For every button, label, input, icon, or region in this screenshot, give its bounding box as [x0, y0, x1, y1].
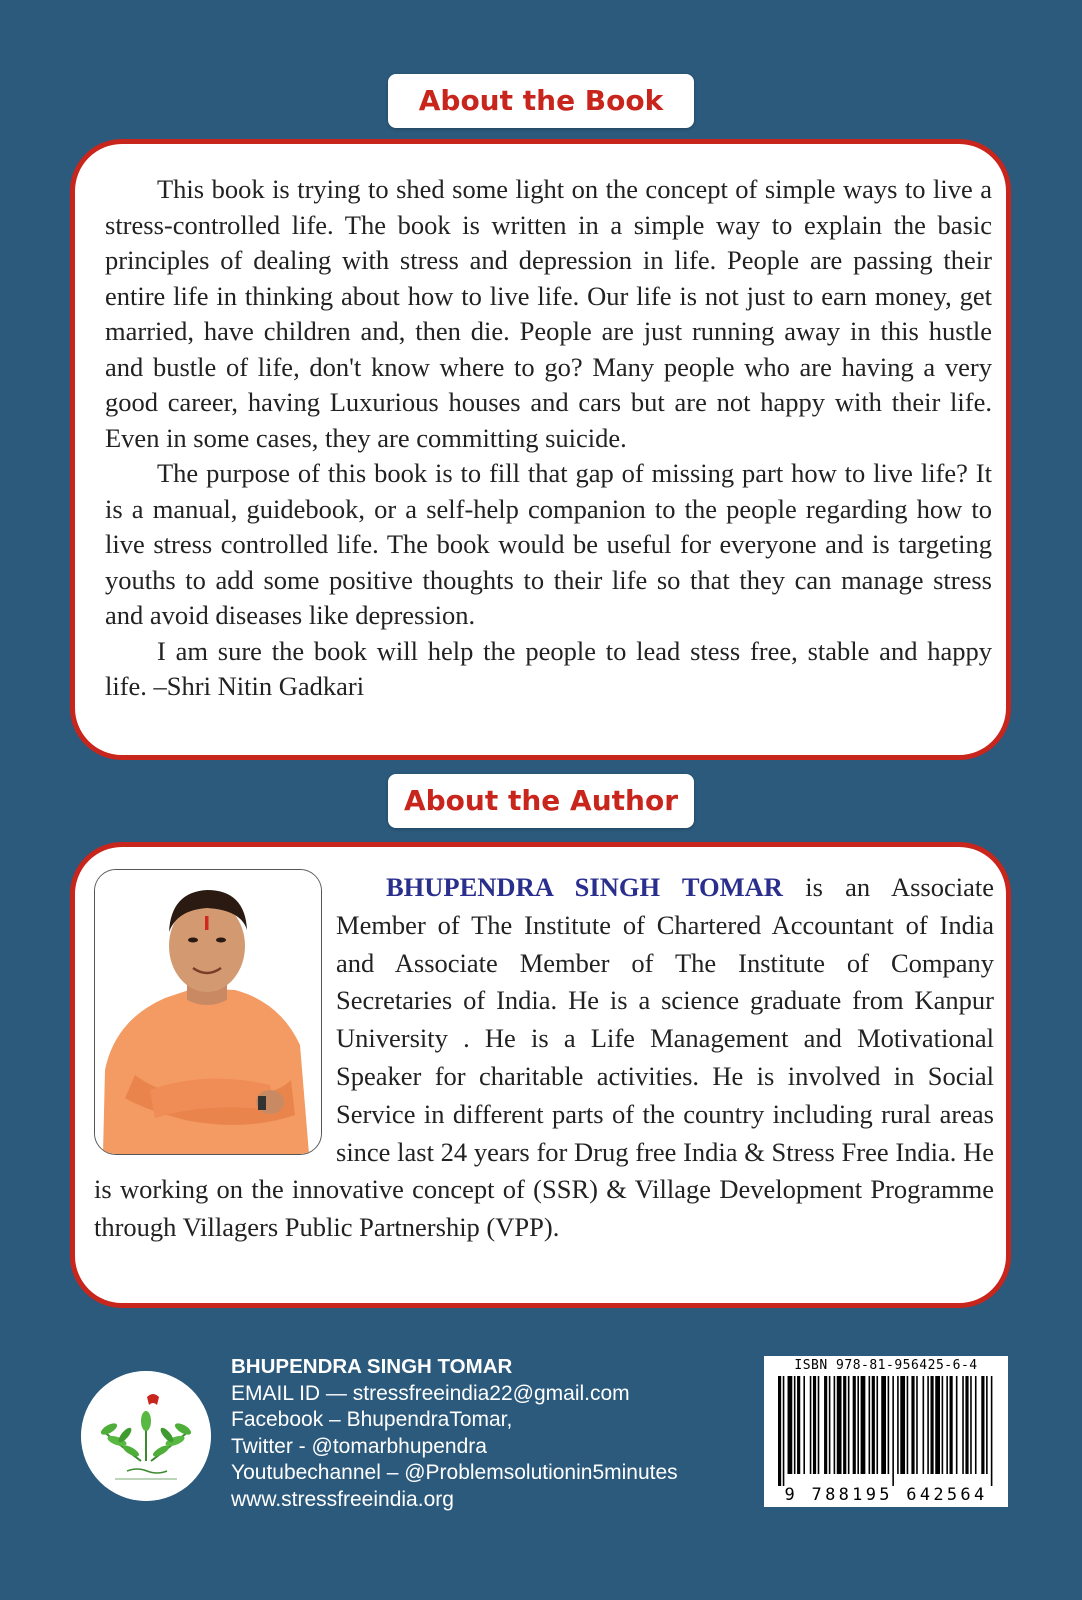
barcode-bar: [797, 1376, 800, 1474]
contact-facebook: Facebook – BhupendraTomar,: [231, 1408, 513, 1431]
barcode-bar: [991, 1376, 993, 1486]
barcode-bar: [803, 1376, 805, 1474]
barcode-bar: [881, 1376, 886, 1474]
book-paragraph-1: This book is trying to shed some light on the concept of simple ways to live a stress-controlled life. The book is written in a simple way to explain the basic principles of dealing with stress and depression in life. People are passing their entire life in thinking about how to live life. Our life is not just to earn money, get married, have children and, then die. People are just running away in this hustle and bustle of life, don't know where to go? Many people who are having a very good career, having Luxurious houses and cars but are not happy with their life. Even in some cases, they are committing suicide.: [105, 174, 992, 453]
barcode-bar: [872, 1376, 875, 1474]
barcode-bar: [794, 1376, 796, 1474]
barcode-bar: [962, 1376, 964, 1474]
barcode-bar: [834, 1376, 836, 1474]
about-book-panel: [70, 139, 1011, 760]
about-book-text: [105, 172, 992, 705]
publisher-logo: [81, 1371, 211, 1501]
isbn-barcode: [764, 1356, 1008, 1507]
barcode-bar: [818, 1376, 820, 1474]
barcode-bar: [923, 1376, 925, 1474]
barcode-bar: [857, 1376, 859, 1474]
barcode-bar: [907, 1376, 909, 1474]
barcode-bar: [888, 1376, 890, 1474]
barcode-bar: [930, 1376, 933, 1474]
barcode-bar: [986, 1376, 988, 1474]
author-portrait-illustration: [95, 870, 321, 1154]
barcode-bar: [981, 1376, 984, 1474]
barcode-bar: [788, 1376, 793, 1474]
barcode-bar: [892, 1376, 894, 1486]
barcode-bar: [956, 1376, 958, 1474]
contact-block: [231, 1354, 751, 1513]
about-book-label: About the Book: [388, 74, 694, 128]
barcode-bar: [900, 1376, 905, 1474]
barcode-bar: [861, 1376, 866, 1474]
barcode-bar: [778, 1376, 781, 1486]
about-author-panel: [70, 842, 1011, 1308]
barcode-bar: [876, 1376, 878, 1474]
barcode-bar: [837, 1376, 842, 1474]
contact-website: www.stressfreeindia.org: [231, 1487, 454, 1511]
barcode-bar: [829, 1376, 831, 1474]
barcode-bar: [935, 1376, 940, 1474]
barcode-bar: [783, 1376, 785, 1486]
barcode-bar: [946, 1376, 948, 1474]
barcode-number: 9 788195 642564: [784, 1485, 988, 1505]
about-author-label: About the Author: [388, 774, 694, 828]
barcode-bar: [911, 1376, 914, 1474]
author-bio: is an Associate Member of The Institute of Chartered Accountant of India and Associate Member of The Institute of Company Secretaries of India. He is a science graduate from Kanpur University . He is a Life Management and Motivational Speaker for charitable activities. He is involved in Social Service in different parts of the country including rural areas since last 24 years for Drug free India & Stress Free India. He is working on the innovative concept of (SSR) & Village Development Programme through Villagers Public Partnership (VPP).: [94, 872, 995, 1243]
barcode-bar: [824, 1376, 827, 1474]
contact-twitter: Twitter - @tomarbhupendra: [231, 1434, 487, 1458]
barcode-bar: [848, 1376, 850, 1474]
barcode-bar: [897, 1376, 899, 1474]
barcode-bar: [869, 1376, 871, 1474]
isbn-text: ISBN 978-81-956425-6-4: [794, 1358, 978, 1373]
barcode-bar: [916, 1376, 918, 1474]
barcode-bar: [853, 1376, 856, 1474]
contact-email: EMAIL ID — stressfreeindia22@gmail.com: [231, 1381, 630, 1405]
barcode-bar: [965, 1376, 968, 1474]
barcode-bar: [950, 1376, 953, 1474]
book-paragraph-2: The purpose of this book is to fill that gap of missing part how to live life? It is a manual, guidebook, or a self-help companion to the people regarding how to live stress controlled life. The book would be useful for everyone and is targeting youths to add some positive thoughts to their life so that they can manage stress and avoid diseases like depression.: [105, 458, 992, 630]
barcode-bar: [810, 1376, 812, 1474]
author-photo: [94, 869, 322, 1155]
contact-name: BHUPENDRA SINGH TOMAR: [231, 1355, 513, 1378]
leaf-logo-icon: [81, 1371, 211, 1501]
book-paragraph-3: I am sure the book will help the people to lead stess free, stable and happy life. –Shri Nitin Gadkari: [105, 635, 992, 701]
about-author-text: [94, 869, 994, 1247]
barcode-bar: [843, 1376, 846, 1474]
contact-youtube: Youtubechannel – @Problemsolutionin5minutes: [231, 1461, 678, 1484]
barcode-bars-icon: [778, 1376, 994, 1486]
barcode-bar: [942, 1376, 944, 1474]
barcode-bar: [927, 1376, 929, 1474]
barcode-bar: [970, 1376, 972, 1474]
barcode-bar: [813, 1376, 816, 1474]
barcode-bar: [975, 1376, 977, 1474]
author-name: BHUPENDRA SINGH TOMAR: [386, 872, 783, 902]
